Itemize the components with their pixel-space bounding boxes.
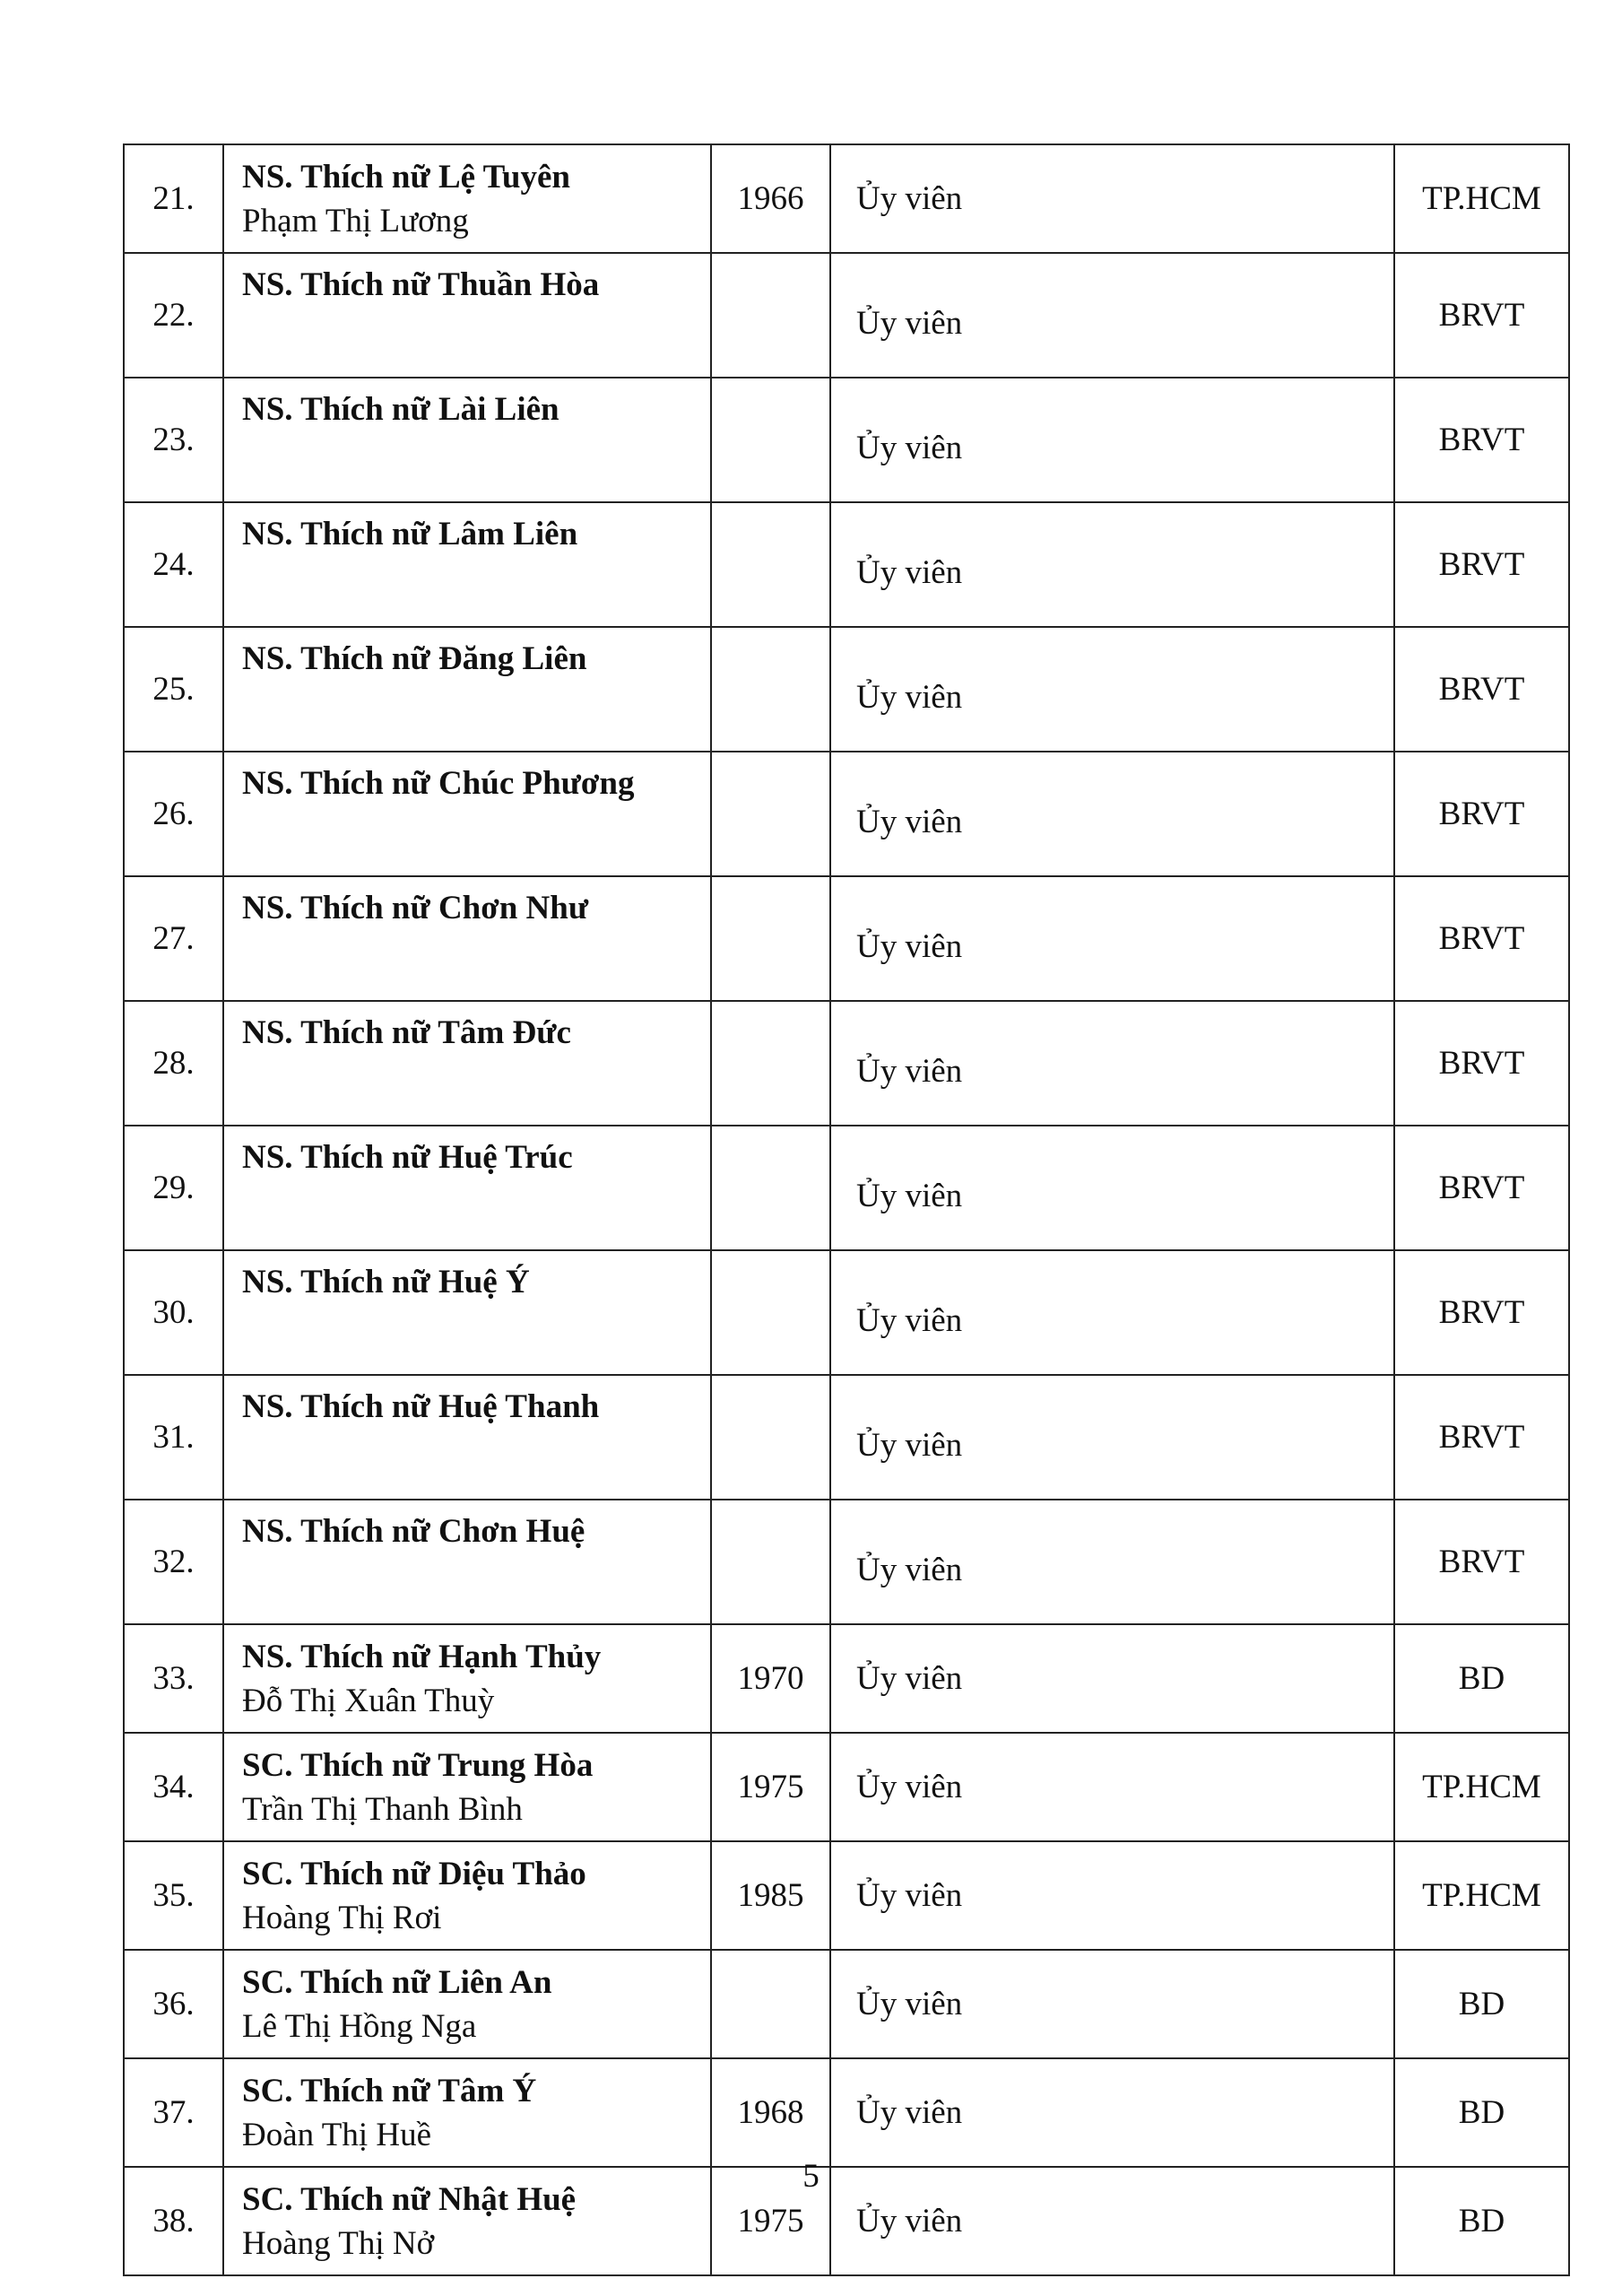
birth-year [711,1375,830,1500]
table-row [124,627,1569,752]
row-number: 24. [124,502,223,627]
birth-year: 1985 [711,1841,830,1950]
birth-year [711,378,830,502]
row-number: 34. [124,1733,223,1841]
member-name-cell [223,1841,711,1950]
row-number: 30. [124,1250,223,1375]
role: Ủy viên [830,2058,1394,2167]
province: BRVT [1394,752,1569,876]
row-number: 26. [124,752,223,876]
member-name-cell [223,1950,711,2058]
birth-year: 1966 [711,144,830,253]
row-number: 21. [124,144,223,253]
members-table-body [124,144,1569,2275]
religious-name: NS. Thích nữ Chơn Huệ [242,1513,585,1550]
row-number: 36. [124,1950,223,2058]
table-row [124,876,1569,1001]
table-row [124,1375,1569,1500]
table-row [124,1841,1569,1950]
row-number: 23. [124,378,223,502]
religious-name: NS. Thích nữ Hạnh Thủy [242,1638,602,1675]
province: BD [1394,1950,1569,2058]
province: BRVT [1394,1375,1569,1500]
province: TP.HCM [1394,1733,1569,1841]
row-number: 29. [124,1126,223,1250]
member-name-cell [223,1624,711,1733]
row-number: 32. [124,1500,223,1624]
birth-year [711,1950,830,2058]
birth-year [711,502,830,627]
province: BRVT [1394,1500,1569,1624]
birth-year [711,1126,830,1250]
province: TP.HCM [1394,1841,1569,1950]
religious-name: SC. Thích nữ Diệu Thảo [242,1855,586,1892]
member-name-cell [223,1375,711,1500]
member-name-cell [223,144,711,253]
role: Ủy viên [830,378,1394,502]
province: TP.HCM [1394,144,1569,253]
province: BRVT [1394,378,1569,502]
birth-year: 1968 [711,2058,830,2167]
member-name-cell [223,1126,711,1250]
table-row [124,1624,1569,1733]
province: BRVT [1394,627,1569,752]
row-number: 27. [124,876,223,1001]
lay-name: Trần Thị Thanh Bình [242,1790,523,1828]
birth-year [711,876,830,1001]
religious-name: NS. Thích nữ Chơn Như [242,890,589,926]
province: BD [1394,2058,1569,2167]
page-number: 5 [802,2158,820,2195]
religious-name: SC. Thích nữ Tâm Ý [242,2072,537,2109]
province: BRVT [1394,502,1569,627]
table-row [124,1733,1569,1841]
row-number: 35. [124,1841,223,1950]
member-name-cell [223,253,711,378]
province: BRVT [1394,253,1569,378]
row-number: 25. [124,627,223,752]
table-row [124,1001,1569,1126]
birth-year [711,752,830,876]
province: BRVT [1394,1250,1569,1375]
birth-year [711,253,830,378]
province: BRVT [1394,876,1569,1001]
religious-name: NS. Thích nữ Lâm Liên [242,516,578,552]
religious-name: NS. Thích nữ Chúc Phương [242,765,635,802]
religious-name: NS. Thích nữ Lệ Tuyên [242,158,570,196]
birth-year: 1975 [711,2167,830,2275]
lay-name: Lê Thị Hồng Nga [242,2007,477,2045]
lay-name: Phạm Thị Lương [242,202,469,239]
birth-year [711,1250,830,1375]
row-number: 22. [124,253,223,378]
role: Ủy viên [830,1126,1394,1250]
member-name-cell [223,1733,711,1841]
province: BD [1394,2167,1569,2275]
birth-year [711,627,830,752]
role: Ủy viên [830,2167,1394,2275]
role: Ủy viên [830,1500,1394,1624]
role: Ủy viên [830,752,1394,876]
table-row [124,1950,1569,2058]
role: Ủy viên [830,253,1394,378]
table-row [124,378,1569,502]
table-row [124,253,1569,378]
religious-name: NS. Thích nữ Huệ Trúc [242,1139,573,1176]
lay-name: Hoàng Thị Rơi [242,1899,442,1936]
birth-year: 1970 [711,1624,830,1733]
role: Ủy viên [830,1733,1394,1841]
birth-year [711,1500,830,1624]
role: Ủy viên [830,1841,1394,1950]
role: Ủy viên [830,1375,1394,1500]
religious-name: SC. Thích nữ Trung Hòa [242,1746,594,1784]
religious-name: SC. Thích nữ Nhật Huệ [242,2180,577,2218]
religious-name: NS. Thích nữ Tâm Đức [242,1014,571,1051]
member-name-cell [223,1500,711,1624]
member-name-cell [223,627,711,752]
member-name-cell [223,752,711,876]
table-row [124,1126,1569,1250]
province: BD [1394,1624,1569,1733]
member-name-cell [223,502,711,627]
member-name-cell [223,1001,711,1126]
row-number: 31. [124,1375,223,1500]
province: BRVT [1394,1001,1569,1126]
member-name-cell [223,2058,711,2167]
role: Ủy viên [830,1624,1394,1733]
row-number: 38. [124,2167,223,2275]
religious-name: NS. Thích nữ Lài Liên [242,391,559,428]
role: Ủy viên [830,1250,1394,1375]
members-table [123,144,1570,2276]
row-number: 33. [124,1624,223,1733]
birth-year [711,1001,830,1126]
lay-name: Đoàn Thị Huề [242,2116,431,2153]
role: Ủy viên [830,876,1394,1001]
role: Ủy viên [830,627,1394,752]
table-row [124,752,1569,876]
role: Ủy viên [830,1001,1394,1126]
table-row [124,502,1569,627]
row-number: 37. [124,2058,223,2167]
religious-name: SC. Thích nữ Liên An [242,1963,552,2001]
religious-name: NS. Thích nữ Đăng Liên [242,640,587,677]
lay-name: Hoàng Thị Nở [242,2224,435,2262]
religious-name: NS. Thích nữ Huệ Ý [242,1264,530,1300]
birth-year: 1975 [711,1733,830,1841]
member-name-cell [223,876,711,1001]
role: Ủy viên [830,502,1394,627]
table-row [124,144,1569,253]
table-row [124,1500,1569,1624]
row-number: 28. [124,1001,223,1126]
lay-name: Đỗ Thị Xuân Thuỳ [242,1682,495,1719]
table-row [124,2058,1569,2167]
province: BRVT [1394,1126,1569,1250]
role: Ủy viên [830,1950,1394,2058]
member-name-cell [223,378,711,502]
religious-name: NS. Thích nữ Thuần Hòa [242,266,600,303]
religious-name: NS. Thích nữ Huệ Thanh [242,1388,600,1425]
member-name-cell [223,1250,711,1375]
table-row [124,1250,1569,1375]
role: Ủy viên [830,144,1394,253]
